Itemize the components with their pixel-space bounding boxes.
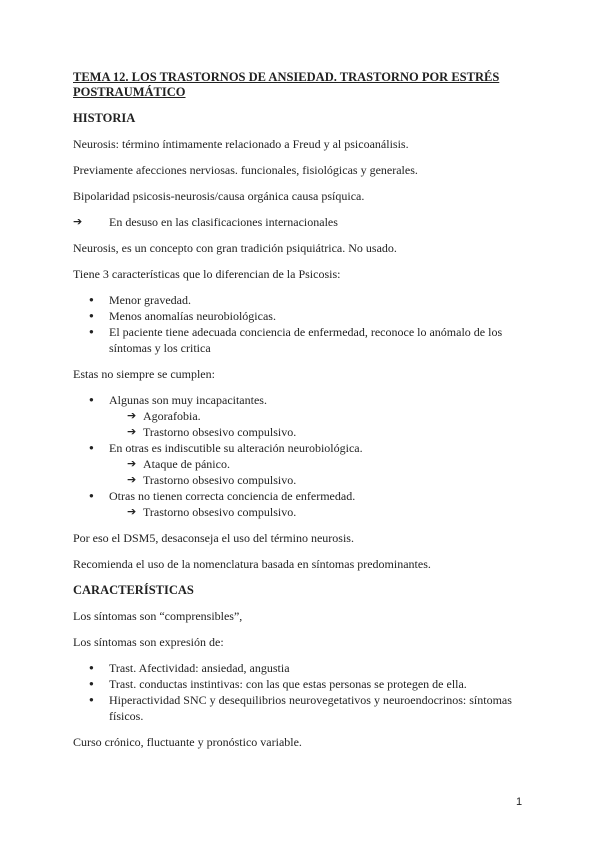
list-item: ● Otras no tienen correcta conciencia de enfermedad. ➔ Trastorno obsesivo compulsivo. [73,488,528,520]
document-content [73,70,528,760]
paragraph: Recomienda el uso de la nomenclatura basada en síntomas predominantes. [73,557,431,571]
list-item: ● Menor gravedad. [73,292,528,308]
arrow-right-icon: ➔ [73,215,83,228]
paragraph: Bipolaridad psicosis-neurosis/causa orgánica causa psíquica. [73,189,365,203]
bullet-list [73,392,528,520]
list-item: ● En otras es indiscutible su alteración neurobiológica. ➔ Ataque de pánico. ➔ Trastorno obsesivo compulsivo. [73,440,528,488]
arrow-right-icon: ➔ [127,425,137,438]
arrow-right-icon: ➔ [127,505,137,518]
sub-list-item: ➔ Agorafobia. [127,409,201,423]
arrow-note: ➔ En desuso en las clasificaciones internacionales [73,215,338,229]
paragraph: Por eso el DSM5, desaconseja el uso del término neurosis. [73,531,354,545]
paragraph: Neurosis: término íntimamente relacionado a Freud y al psicoanálisis. [73,137,409,151]
bullet-list [73,660,528,724]
sub-list [109,408,528,440]
sub-list-item: ➔ Trastorno obsesivo compulsivo. [127,425,297,439]
list-item: ● Algunas son muy incapacitantes. ➔ Agorafobia. ➔ Trastorno obsesivo compulsivo. [73,392,528,440]
arrow-right-icon: ➔ [127,409,137,422]
sub-list-item: ➔ Trastorno obsesivo compulsivo. [127,505,297,519]
paragraph: Previamente afecciones nerviosas. funcionales, fisiológicas y generales. [73,163,418,177]
section-heading-historia: HISTORIA [73,111,136,125]
arrow-right-icon: ➔ [127,457,137,470]
sub-list [109,504,528,520]
document-title: TEMA 12. LOS TRASTORNOS DE ANSIEDAD. TRASTORNO POR ESTRÉS POSTRAUMÁTICO [73,70,500,99]
paragraph: Los síntomas son “comprensibles”, [73,609,243,623]
paragraph: Curso crónico, fluctuante y pronóstico variable. [73,735,302,749]
arrow-right-icon: ➔ [127,473,137,486]
sub-list [109,456,528,488]
paragraph: Neurosis, es un concepto con gran tradición psiquiátrica. No usado. [73,241,397,255]
paragraph: Tiene 3 características que lo diferencian de la Psicosis: [73,267,341,281]
list-item: ● Hiperactividad SNC y desequilibrios neurovegetativos y neuroendocrinos: síntomas físicos. [73,692,528,724]
page-number: 1 [516,796,523,808]
list-item: ● Trast. conductas instintivas: con las que estas personas se protegen de ella. [73,676,528,692]
paragraph: Estas no siempre se cumplen: [73,367,215,381]
sub-list-item: ➔ Trastorno obsesivo compulsivo. [127,473,297,487]
section-heading-caracteristicas: CARACTERÍSTICAS [73,583,194,597]
paragraph: Los síntomas son expresión de: [73,635,224,649]
list-item: ● Trast. Afectividad: ansiedad, angustia [73,660,528,676]
bullet-list [73,292,528,356]
list-item: ● El paciente tiene adecuada conciencia de enfermedad, reconoce lo anómalo de los síntomas y los critica [73,324,528,356]
sub-list-item: ➔ Ataque de pánico. [127,457,230,471]
list-item: ● Menos anomalías neurobiológicas. [73,308,528,324]
